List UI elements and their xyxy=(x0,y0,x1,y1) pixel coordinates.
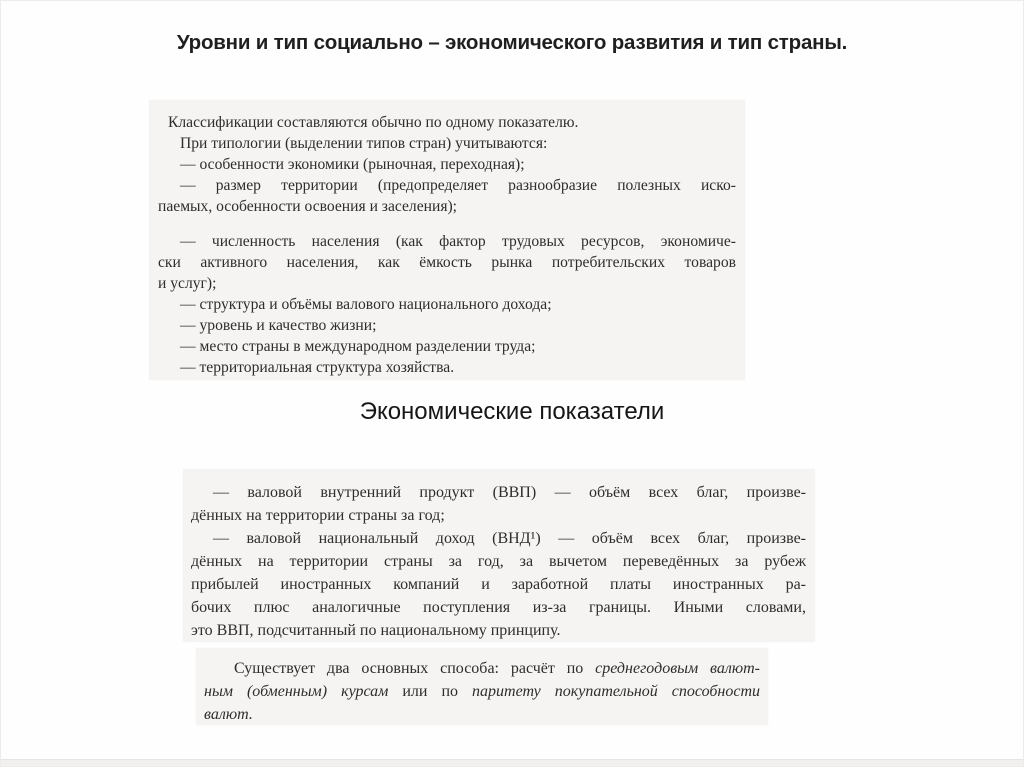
book-excerpt-typology xyxy=(149,100,745,380)
text-segment-italic: валют. xyxy=(204,706,253,723)
slide-title: Уровни и тип социально – экономического развития и тип страны. xyxy=(176,31,848,54)
text-line xyxy=(204,657,760,680)
text-line: прибылей иностранных компаний и заработной платы иностранных ра- xyxy=(191,576,806,593)
text-line: дённых на территории страны за год; xyxy=(191,507,445,524)
text-line: — территориальная структура хозяйства. xyxy=(180,359,455,376)
text-line: — уровень и качество жизни; xyxy=(180,317,377,334)
text-line: — место страны в международном разделении труда; xyxy=(180,338,536,355)
text-line: — численность населения (как фактор трудовых ресурсов, экономиче- xyxy=(180,233,736,250)
text-segment-italic: паритету покупательной способности xyxy=(472,683,761,700)
text-line: Классификации составляются обычно по одному показателю. xyxy=(168,114,579,131)
book-excerpt-gdp-gni xyxy=(183,469,815,642)
text-line: это ВВП, подсчитанный по национальному принципу. xyxy=(191,622,561,639)
book-excerpt-calculation-methods xyxy=(196,648,768,725)
text-line xyxy=(204,680,760,703)
text-line: ски активного населения, как ёмкость рынка потребительских товаров xyxy=(158,254,736,271)
text-segment: или по xyxy=(388,683,473,700)
text-line: — валовой внутренний продукт (ВВП) — объём всех благ, произве- xyxy=(213,484,806,501)
paragraph-gap xyxy=(158,217,736,231)
text-line: При типологии (выделении типов стран) учитываются: xyxy=(180,135,548,152)
text-line: — валовой национальный доход (ВНД¹) — объём всех благ, произве- xyxy=(213,530,806,547)
text-line xyxy=(204,703,760,726)
text-line: — структура и объёмы валового национального дохода; xyxy=(180,296,552,313)
text-line: дённых на территории страны за год, за вычетом переведённых за рубеж xyxy=(191,553,806,570)
text-segment: Существует два основных способа: расчёт по xyxy=(234,660,596,677)
text-line: паемых, особенности освоения и заселения); xyxy=(158,198,458,215)
slide-bottom-strip xyxy=(1,759,1023,766)
text-line: — размер территории (предопределяет разнообразие полезных иско- xyxy=(180,177,736,194)
slide-subtitle: Экономические показатели xyxy=(359,398,665,425)
text-line: и услуг); xyxy=(158,275,217,292)
text-segment-italic: ным (обменным) курсам xyxy=(204,683,389,700)
text-line: бочих плюс аналогичные поступления из-за границы. Иными словами, xyxy=(191,599,806,616)
text-segment-italic: среднегодовым валют- xyxy=(595,660,761,677)
text-line: — особенности экономики (рыночная, переходная); xyxy=(180,156,525,173)
